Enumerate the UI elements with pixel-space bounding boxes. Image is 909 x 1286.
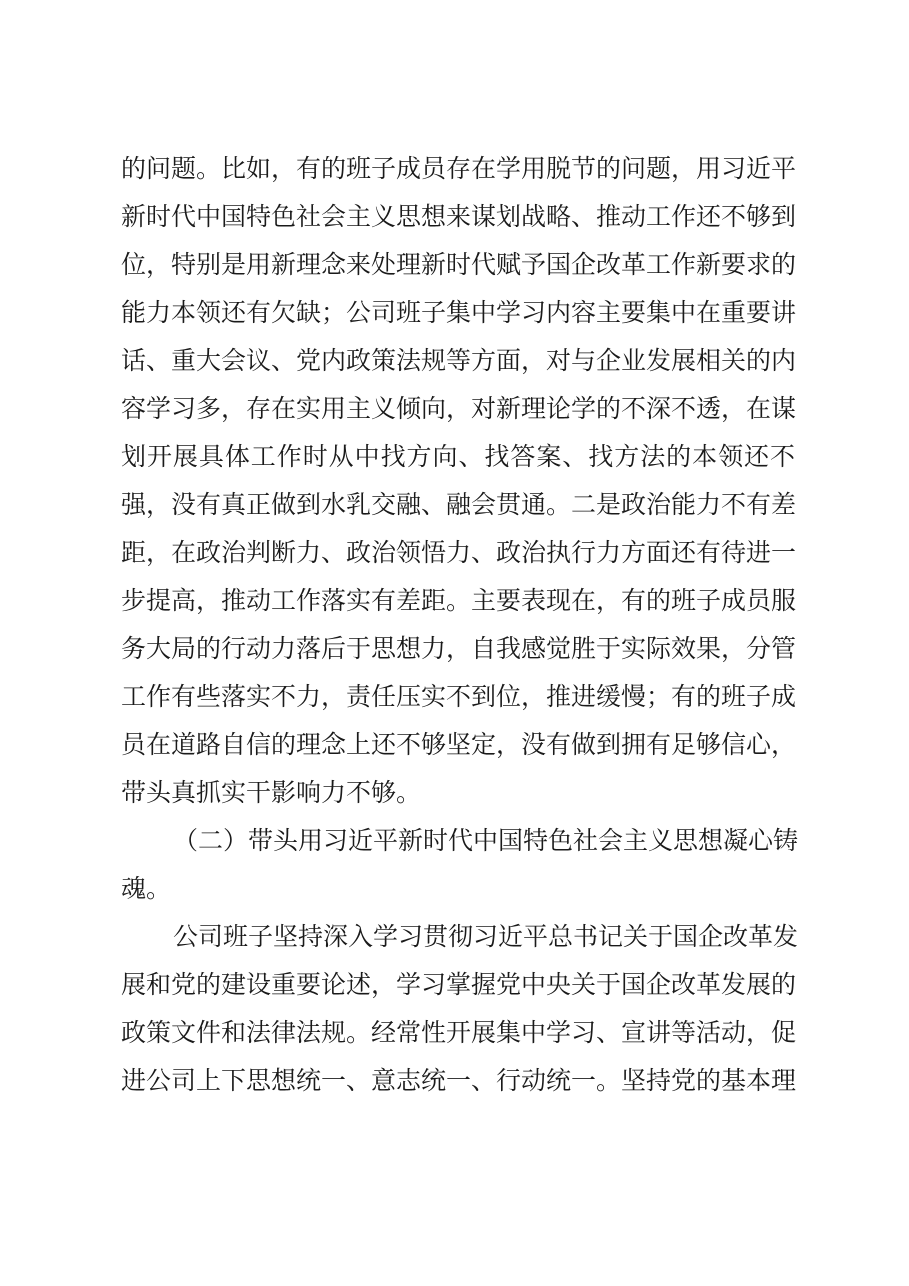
text-line: 能力本领还有欠缺；公司班子集中学习内容主要集中在重要讲 — [121, 298, 797, 327]
text-line: 位，特别是用新理念来处理新时代赋予国企改革工作新要求的 — [121, 250, 797, 279]
paragraph-problems — [121, 145, 795, 817]
text-line: 距，在政治判断力、政治领悟力、政治执行力方面还有待进一 — [121, 538, 797, 567]
text-line: 展和党的建设重要论述，学习掌握党中央关于国企改革发展的 — [121, 970, 797, 999]
section-heading — [121, 817, 799, 913]
text-line: 话、重大会议、党内政策法规等方面，对与企业发展相关的内 — [121, 346, 797, 375]
paragraph-study — [121, 913, 799, 1105]
text-line: 带头真抓实干影响力不够。 — [121, 778, 422, 807]
heading-line: （二）带头用习近平新时代中国特色社会主义思想凝心铸 — [173, 826, 799, 855]
text-line: 强，没有真正做到水乳交融、融会贯通。二是政治能力不有差 — [121, 490, 797, 519]
text-line: 步提高，推动工作落实有差距。主要表现在，有的班子成员服 — [121, 586, 797, 615]
text-line: 新时代中国特色社会主义思想来谋划战略、推动工作还不够到 — [121, 202, 797, 231]
text-line: 工作有些落实不力，责任压实不到位，推进缓慢；有的班子成 — [121, 682, 797, 711]
heading-line: 魂。 — [121, 874, 172, 903]
text-line: 容学习多，存在实用主义倾向，对新理论学的不深不透，在谋 — [121, 394, 797, 423]
text-line: 政策文件和法律法规。经常性开展集中学习、宣讲等活动，促 — [121, 1018, 797, 1047]
document-body — [121, 145, 799, 1105]
text-line: 的问题。比如，有的班子成员存在学用脱节的问题，用习近平 — [121, 154, 797, 183]
text-line: 务大局的行动力落后于思想力，自我感觉胜于实际效果，分管 — [121, 634, 797, 663]
text-line: 划开展具体工作时从中找方向、找答案、找方法的本领还不 — [121, 442, 795, 471]
text-line: 员在道路自信的理念上还不够坚定，没有做到拥有足够信心， — [121, 730, 797, 759]
text-line: 公司班子坚持深入学习贯彻习近平总书记关于国企改革发 — [173, 922, 799, 951]
text-line: 进公司上下思想统一、意志统一、行动统一。坚持党的基本理 — [121, 1066, 797, 1095]
